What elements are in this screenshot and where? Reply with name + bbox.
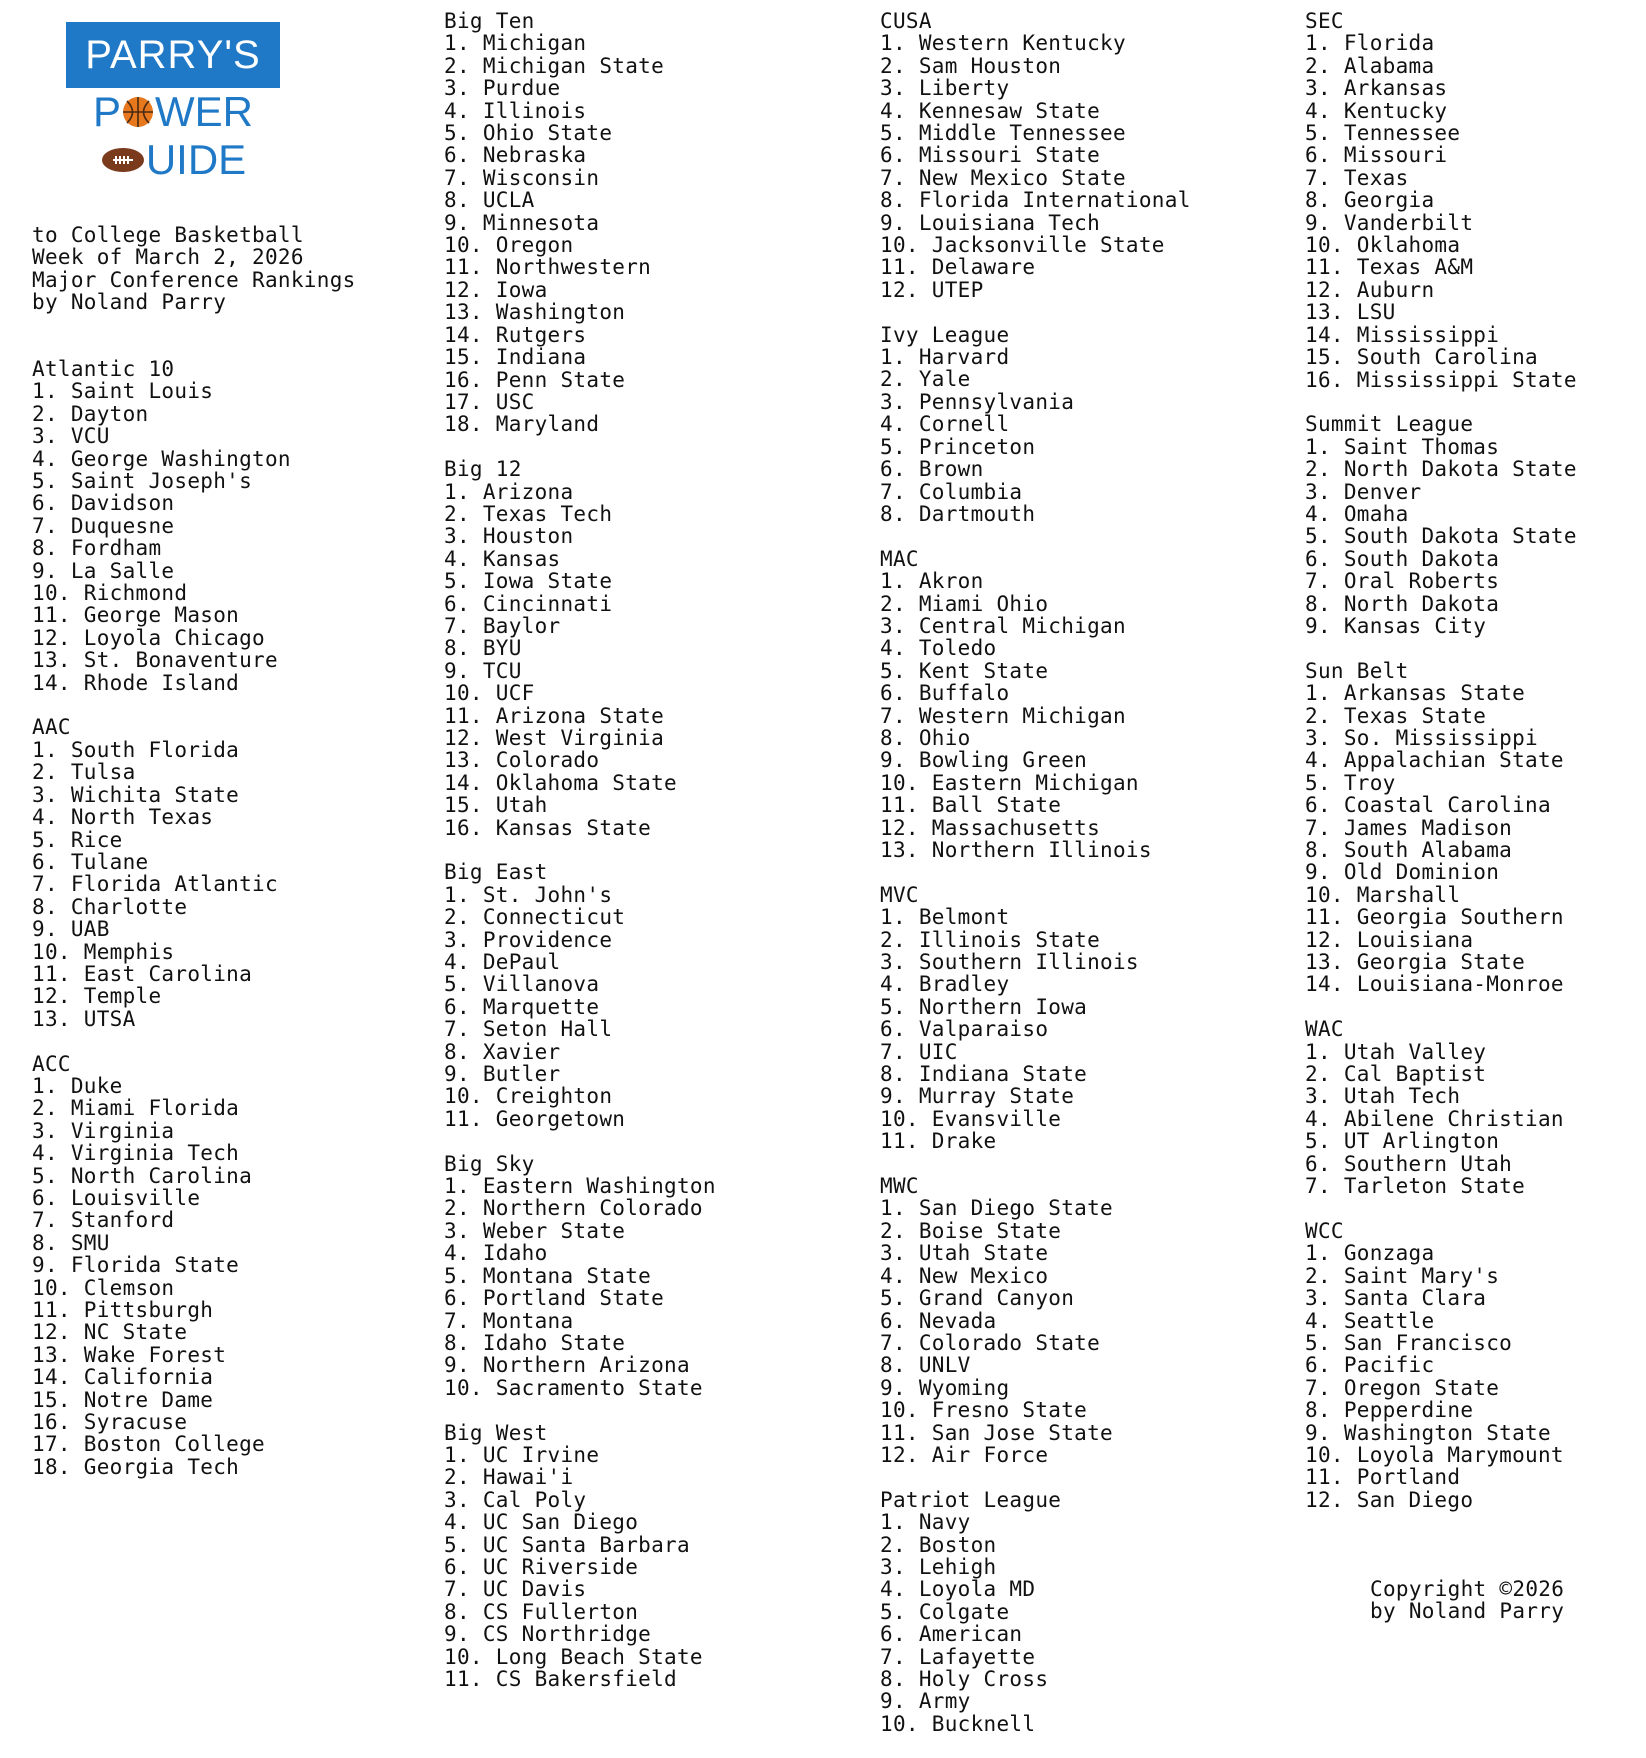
rankings-column-4 bbox=[1305, 10, 1577, 1534]
team-ranking: 6. Buffalo bbox=[880, 681, 1010, 706]
team-ranking: 7. Lafayette bbox=[880, 1644, 1036, 1669]
intro-heading: Major Conference Rankings bbox=[32, 267, 356, 292]
team-ranking: 4. Cornell bbox=[880, 412, 1010, 437]
intro-week: Week of March 2, 2026 bbox=[32, 245, 304, 270]
conference-title: Ivy League bbox=[880, 322, 1010, 347]
team-ranking: 4. Kentucky bbox=[1305, 98, 1448, 123]
team-ranking: 3. Denver bbox=[1305, 479, 1422, 504]
team-ranking: 3. Weber State bbox=[444, 1218, 626, 1243]
team-ranking: 6. Marquette bbox=[444, 994, 600, 1019]
team-ranking: 3. Houston bbox=[444, 524, 574, 549]
conference-title: MAC bbox=[880, 546, 919, 571]
team-ranking: 9. Bowling Green bbox=[880, 748, 1088, 773]
team-ranking: 1. Western Kentucky bbox=[880, 31, 1126, 56]
team-ranking: 9. CS Northridge bbox=[444, 1622, 652, 1647]
conference-block bbox=[1305, 1018, 1577, 1197]
team-ranking: 7. Oregon State bbox=[1305, 1375, 1500, 1400]
conference-title: WAC bbox=[1305, 1017, 1344, 1042]
team-ranking: 16. Syracuse bbox=[32, 1410, 188, 1435]
team-ranking: 9. Northern Arizona bbox=[444, 1353, 690, 1378]
team-ranking: 2. Hawai'i bbox=[444, 1465, 574, 1490]
team-ranking: 8. South Alabama bbox=[1305, 838, 1513, 862]
conference-title: MWC bbox=[880, 1174, 919, 1199]
team-ranking: 5. Colgate bbox=[880, 1599, 1010, 1624]
team-ranking: 11. San Jose State bbox=[880, 1420, 1113, 1445]
team-ranking: 1. Utah Valley bbox=[1305, 1039, 1487, 1064]
team-ranking: 12. NC State bbox=[32, 1320, 188, 1345]
team-ranking: 11. Ball State bbox=[880, 793, 1062, 818]
team-ranking: 7. Texas bbox=[1305, 165, 1409, 190]
conference-title: WCC bbox=[1305, 1218, 1344, 1243]
team-ranking: 8. SMU bbox=[32, 1230, 110, 1255]
team-ranking: 9. La Salle bbox=[32, 558, 175, 583]
team-ranking: 4. Omaha bbox=[1305, 501, 1409, 526]
team-ranking: 11. Drake bbox=[880, 1129, 997, 1154]
team-ranking: 7. Florida Atlantic bbox=[32, 872, 278, 897]
team-ranking: 10. Sacramento State bbox=[444, 1375, 703, 1400]
team-ranking: 12. Auburn bbox=[1305, 277, 1435, 302]
team-ranking: 11. Portland bbox=[1305, 1465, 1461, 1490]
team-ranking: 5. Tennessee bbox=[1305, 121, 1461, 146]
team-ranking: 5. UC Santa Barbara bbox=[444, 1532, 690, 1557]
team-ranking: 13. Wake Forest bbox=[32, 1342, 227, 1367]
team-ranking: 13. Washington bbox=[444, 300, 626, 325]
team-ranking: 10. Clemson bbox=[32, 1275, 175, 1300]
team-ranking: 12. Air Force bbox=[880, 1442, 1049, 1467]
team-ranking: 10. Fresno State bbox=[880, 1398, 1088, 1423]
team-ranking: 10. Marshall bbox=[1305, 882, 1461, 907]
intro-author: by Noland Parry bbox=[32, 290, 227, 315]
team-ranking: 2. Alabama bbox=[1305, 53, 1435, 78]
team-ranking: 3. Wichita State bbox=[32, 782, 240, 807]
team-ranking: 10. Richmond bbox=[32, 581, 188, 606]
team-ranking: 4. Appalachian State bbox=[1305, 748, 1564, 773]
team-ranking: 11. Georgetown bbox=[444, 1106, 626, 1131]
team-ranking: 2. Northern Colorado bbox=[444, 1196, 703, 1221]
team-ranking: 3. Cal Poly bbox=[444, 1487, 587, 1512]
team-ranking: 7. New Mexico State bbox=[880, 165, 1126, 190]
conference-title: CUSA bbox=[880, 9, 932, 33]
team-ranking: 6. Coastal Carolina bbox=[1305, 793, 1551, 818]
team-ranking: 4. Bradley bbox=[880, 972, 1010, 997]
team-ranking: 9. Minnesota bbox=[444, 210, 600, 235]
team-ranking: 1. Gonzaga bbox=[1305, 1241, 1435, 1266]
team-ranking: 6. Southern Utah bbox=[1305, 1151, 1513, 1176]
team-ranking: 4. UC San Diego bbox=[444, 1510, 639, 1535]
team-ranking: 4. New Mexico bbox=[880, 1263, 1049, 1288]
team-ranking: 2. Sam Houston bbox=[880, 53, 1062, 78]
team-ranking: 2. Yale bbox=[880, 367, 971, 392]
team-ranking: 3. VCU bbox=[32, 424, 110, 449]
team-ranking: 6. American bbox=[880, 1622, 1023, 1647]
conference-title: Big 12 bbox=[444, 457, 522, 482]
team-ranking: 3. Lehigh bbox=[880, 1554, 997, 1579]
team-ranking: 8. Charlotte bbox=[32, 894, 188, 919]
team-ranking: 8. UCLA bbox=[444, 188, 535, 213]
team-ranking: 11. Northwestern bbox=[444, 255, 652, 280]
parrys-power-guide-logo bbox=[66, 22, 280, 184]
team-ranking: 7. James Madison bbox=[1305, 815, 1513, 840]
team-ranking: 2. Boise State bbox=[880, 1218, 1062, 1243]
team-ranking: 3. Providence bbox=[444, 927, 613, 952]
team-ranking: 3. Santa Clara bbox=[1305, 1286, 1487, 1311]
team-ranking: 17. Boston College bbox=[32, 1432, 265, 1457]
team-ranking: 9. Kansas City bbox=[1305, 613, 1487, 638]
team-ranking: 1. Saint Thomas bbox=[1305, 434, 1500, 459]
team-ranking: 11. George Mason bbox=[32, 603, 240, 628]
team-ranking: 16. Kansas State bbox=[444, 815, 652, 840]
team-ranking: 4. North Texas bbox=[32, 805, 214, 830]
team-ranking: 9. Old Dominion bbox=[1305, 860, 1500, 885]
team-ranking: 11. East Carolina bbox=[32, 961, 253, 986]
team-ranking: 15. Notre Dame bbox=[32, 1387, 214, 1412]
logo-power-prefix: P bbox=[92, 88, 121, 135]
copyright-notice bbox=[1370, 1578, 1564, 1623]
team-ranking: 5. Troy bbox=[1305, 770, 1396, 795]
team-ranking: 5. Iowa State bbox=[444, 569, 613, 594]
team-ranking: 8. Pepperdine bbox=[1305, 1398, 1474, 1423]
team-ranking: 4. Seattle bbox=[1305, 1308, 1435, 1333]
team-ranking: 14. California bbox=[32, 1365, 214, 1390]
team-ranking: 5. Montana State bbox=[444, 1263, 652, 1288]
intro-subtitle: to College Basketball bbox=[32, 223, 304, 247]
team-ranking: 13. Colorado bbox=[444, 748, 600, 773]
conference-title: SEC bbox=[1305, 9, 1344, 33]
conference-title: Big East bbox=[444, 860, 548, 885]
conference-block bbox=[444, 861, 716, 1130]
team-ranking: 12. Loyola Chicago bbox=[32, 625, 265, 650]
team-ranking: 8. UNLV bbox=[880, 1353, 971, 1378]
team-ranking: 16. Penn State bbox=[444, 367, 626, 392]
team-ranking: 4. Kennesaw State bbox=[880, 98, 1101, 123]
team-ranking: 6. Missouri bbox=[1305, 143, 1448, 168]
conference-block bbox=[1305, 413, 1577, 637]
rankings-column-1 bbox=[32, 358, 291, 1501]
team-ranking: 3. Utah State bbox=[880, 1241, 1049, 1266]
team-ranking: 8. Idaho State bbox=[444, 1330, 626, 1355]
conference-block bbox=[880, 548, 1191, 862]
team-ranking: 6. Nebraska bbox=[444, 143, 587, 168]
team-ranking: 16. Mississippi State bbox=[1305, 367, 1577, 392]
team-ranking: 2. Dayton bbox=[32, 401, 149, 426]
team-ranking: 10. Loyola Marymount bbox=[1305, 1442, 1564, 1467]
team-ranking: 6. Nevada bbox=[880, 1308, 997, 1333]
team-ranking: 6. Missouri State bbox=[880, 143, 1101, 168]
team-ranking: 9. Army bbox=[880, 1689, 971, 1714]
team-ranking: 3. Arkansas bbox=[1305, 76, 1448, 101]
logo-banner: PARRY'S bbox=[66, 22, 280, 88]
team-ranking: 4. Idaho bbox=[444, 1241, 548, 1266]
team-ranking: 2. Miami Florida bbox=[32, 1096, 240, 1121]
team-ranking: 8. Dartmouth bbox=[880, 501, 1036, 526]
team-ranking: 3. Central Michigan bbox=[880, 613, 1126, 638]
team-ranking: 8. North Dakota bbox=[1305, 591, 1500, 616]
team-ranking: 13. St. Bonaventure bbox=[32, 648, 278, 673]
team-ranking: 1. St. John's bbox=[444, 882, 613, 907]
team-ranking: 6. Portland State bbox=[444, 1286, 665, 1311]
conference-title: Summit League bbox=[1305, 412, 1474, 437]
team-ranking: 12. San Diego bbox=[1305, 1487, 1474, 1512]
rankings-column-3 bbox=[880, 10, 1191, 1758]
team-ranking: 11. Pittsburgh bbox=[32, 1298, 214, 1323]
team-ranking: 12. UTEP bbox=[880, 277, 984, 302]
team-ranking: 5. UT Arlington bbox=[1305, 1129, 1500, 1154]
conference-title: Big Sky bbox=[444, 1151, 535, 1176]
team-ranking: 6. Cincinnati bbox=[444, 591, 613, 616]
team-ranking: 6. South Dakota bbox=[1305, 546, 1500, 571]
team-ranking: 8. Florida International bbox=[880, 188, 1191, 213]
conference-block bbox=[32, 716, 291, 1030]
team-ranking: 9. Murray State bbox=[880, 1084, 1075, 1109]
conference-block bbox=[880, 10, 1191, 301]
team-ranking: 1. Michigan bbox=[444, 31, 587, 56]
team-ranking: 10. Oklahoma bbox=[1305, 233, 1461, 258]
team-ranking: 10. Evansville bbox=[880, 1106, 1062, 1131]
team-ranking: 7. Duquesne bbox=[32, 513, 175, 538]
conference-block bbox=[32, 1053, 291, 1479]
team-ranking: 9. Washington State bbox=[1305, 1420, 1551, 1445]
conference-block bbox=[444, 1422, 716, 1691]
team-ranking: 4. Toledo bbox=[880, 636, 997, 661]
team-ranking: 8. Xavier bbox=[444, 1039, 561, 1064]
team-ranking: 15. Utah bbox=[444, 793, 548, 818]
team-ranking: 1. Arkansas State bbox=[1305, 681, 1526, 706]
team-ranking: 4. Virginia Tech bbox=[32, 1141, 240, 1166]
team-ranking: 14. Oklahoma State bbox=[444, 770, 677, 795]
team-ranking: 4. George Washington bbox=[32, 446, 291, 471]
team-ranking: 14. Mississippi bbox=[1305, 322, 1500, 347]
team-ranking: 10. UCF bbox=[444, 681, 535, 706]
team-ranking: 5. Saint Joseph's bbox=[32, 469, 253, 494]
team-ranking: 8. Indiana State bbox=[880, 1062, 1088, 1087]
team-ranking: 17. USC bbox=[444, 389, 535, 414]
conference-block bbox=[1305, 1220, 1577, 1511]
team-ranking: 5. Ohio State bbox=[444, 121, 613, 146]
team-ranking: 11. Georgia Southern bbox=[1305, 905, 1564, 930]
team-ranking: 5. North Carolina bbox=[32, 1163, 253, 1188]
conference-block bbox=[1305, 660, 1577, 996]
team-ranking: 2. Saint Mary's bbox=[1305, 1263, 1500, 1288]
team-ranking: 15. Indiana bbox=[444, 345, 587, 370]
conference-title: MVC bbox=[880, 882, 919, 907]
team-ranking: 10. Oregon bbox=[444, 233, 574, 258]
team-ranking: 7. Wisconsin bbox=[444, 165, 600, 190]
team-ranking: 4. DePaul bbox=[444, 950, 561, 975]
team-ranking: 3. So. Mississippi bbox=[1305, 725, 1538, 750]
team-ranking: 1. Belmont bbox=[880, 905, 1010, 930]
team-ranking: 1. South Florida bbox=[32, 737, 240, 762]
team-ranking: 7. UC Davis bbox=[444, 1577, 587, 1602]
team-ranking: 6. Tulane bbox=[32, 849, 149, 874]
team-ranking: 14. Louisiana-Monroe bbox=[1305, 972, 1564, 997]
team-ranking: 6. Louisville bbox=[32, 1186, 201, 1210]
team-ranking: 6. Davidson bbox=[32, 491, 175, 516]
team-ranking: 8. Holy Cross bbox=[880, 1666, 1049, 1691]
team-ranking: 1. Navy bbox=[880, 1510, 971, 1535]
team-ranking: 11. Texas A&M bbox=[1305, 255, 1474, 280]
team-ranking: 12. West Virginia bbox=[444, 725, 665, 750]
team-ranking: 3. Liberty bbox=[880, 76, 1010, 101]
conference-title: Patriot League bbox=[880, 1487, 1062, 1512]
team-ranking: 18. Georgia Tech bbox=[32, 1454, 240, 1479]
team-ranking: 10. Memphis bbox=[32, 939, 175, 964]
team-ranking: 2. Texas Tech bbox=[444, 501, 613, 526]
team-ranking: 1. UC Irvine bbox=[444, 1442, 600, 1467]
conference-block bbox=[32, 358, 291, 694]
team-ranking: 8. Ohio bbox=[880, 725, 971, 750]
team-ranking: 14. Rutgers bbox=[444, 322, 587, 347]
conference-title: Big West bbox=[444, 1420, 548, 1445]
team-ranking: 2. North Dakota State bbox=[1305, 457, 1577, 482]
team-ranking: 1. Akron bbox=[880, 569, 984, 594]
team-ranking: 7. Montana bbox=[444, 1308, 574, 1333]
conference-block bbox=[444, 1153, 716, 1399]
team-ranking: 6. Brown bbox=[880, 457, 984, 482]
conference-block bbox=[1305, 10, 1577, 391]
team-ranking: 11. Arizona State bbox=[444, 703, 665, 728]
team-ranking: 5. South Dakota State bbox=[1305, 524, 1577, 549]
team-ranking: 5. San Francisco bbox=[1305, 1330, 1513, 1355]
team-ranking: 3. Purdue bbox=[444, 76, 561, 101]
team-ranking: 7. UIC bbox=[880, 1039, 958, 1064]
team-ranking: 5. Grand Canyon bbox=[880, 1286, 1075, 1311]
team-ranking: 5. Rice bbox=[32, 827, 123, 852]
team-ranking: 12. Massachusetts bbox=[880, 815, 1101, 840]
team-ranking: 12. Louisiana bbox=[1305, 927, 1474, 952]
team-ranking: 3. Virginia bbox=[32, 1118, 175, 1143]
team-ranking: 13. Georgia State bbox=[1305, 950, 1526, 975]
team-ranking: 2. Illinois State bbox=[880, 927, 1101, 952]
conference-title: Atlantic 10 bbox=[32, 357, 175, 381]
team-ranking: 2. Boston bbox=[880, 1532, 997, 1557]
team-ranking: 7. Tarleton State bbox=[1305, 1174, 1526, 1199]
conference-block bbox=[880, 884, 1191, 1153]
conference-title: AAC bbox=[32, 715, 71, 740]
team-ranking: 2. Michigan State bbox=[444, 53, 665, 78]
team-ranking: 9. Vanderbilt bbox=[1305, 210, 1474, 235]
team-ranking: 18. Maryland bbox=[444, 412, 600, 437]
team-ranking: 7. Baylor bbox=[444, 613, 561, 638]
team-ranking: 2. Connecticut bbox=[444, 905, 626, 930]
team-ranking: 3. Pennsylvania bbox=[880, 389, 1075, 414]
team-ranking: 4. Kansas bbox=[444, 546, 561, 571]
team-ranking: 10. Eastern Michigan bbox=[880, 770, 1139, 795]
team-ranking: 1. Florida bbox=[1305, 31, 1435, 56]
team-ranking: 8. Georgia bbox=[1305, 188, 1435, 213]
football-icon bbox=[100, 145, 146, 175]
team-ranking: 11. CS Bakersfield bbox=[444, 1667, 677, 1691]
team-ranking: 1. Duke bbox=[32, 1073, 123, 1098]
team-ranking: 1. Arizona bbox=[444, 479, 574, 504]
team-ranking: 12. Temple bbox=[32, 984, 162, 1009]
team-ranking: 8. BYU bbox=[444, 636, 522, 661]
team-ranking: 5. Princeton bbox=[880, 434, 1036, 459]
team-ranking: 5. Kent State bbox=[880, 658, 1049, 683]
team-ranking: 8. Fordham bbox=[32, 536, 162, 561]
team-ranking: 6. Valparaiso bbox=[880, 1017, 1049, 1042]
team-ranking: 5. Villanova bbox=[444, 972, 600, 997]
team-ranking: 1. San Diego State bbox=[880, 1196, 1113, 1221]
team-ranking: 5. Northern Iowa bbox=[880, 994, 1088, 1019]
logo-power-suffix: WER bbox=[155, 88, 253, 135]
conference-title: Sun Belt bbox=[1305, 658, 1409, 683]
team-ranking: 2. Texas State bbox=[1305, 703, 1487, 728]
intro-block bbox=[32, 224, 356, 314]
team-ranking: 7. Oral Roberts bbox=[1305, 569, 1500, 594]
team-ranking: 7. Seton Hall bbox=[444, 1017, 613, 1042]
team-ranking: 4. Illinois bbox=[444, 98, 587, 123]
logo-guide-line bbox=[66, 136, 280, 184]
team-ranking: 9. UAB bbox=[32, 917, 110, 942]
conference-block bbox=[880, 1175, 1191, 1466]
conference-title: ACC bbox=[32, 1051, 71, 1076]
team-ranking: 13. UTSA bbox=[32, 1006, 136, 1031]
team-ranking: 12. Iowa bbox=[444, 277, 548, 302]
conference-block bbox=[880, 1489, 1191, 1735]
team-ranking: 1. Saint Louis bbox=[32, 379, 214, 404]
conference-block bbox=[880, 324, 1191, 526]
team-ranking: 9. Louisiana Tech bbox=[880, 210, 1101, 235]
conference-block bbox=[444, 458, 716, 839]
team-ranking: 3. Utah Tech bbox=[1305, 1084, 1461, 1109]
team-ranking: 10. Long Beach State bbox=[444, 1644, 703, 1669]
team-ranking: 1. Harvard bbox=[880, 345, 1010, 370]
team-ranking: 2. Cal Baptist bbox=[1305, 1062, 1487, 1087]
team-ranking: 14. Rhode Island bbox=[32, 670, 240, 695]
logo-guide-suffix: UIDE bbox=[145, 136, 247, 183]
team-ranking: 5. Middle Tennessee bbox=[880, 121, 1126, 146]
conference-block bbox=[444, 10, 716, 436]
team-ranking: 6. UC Riverside bbox=[444, 1554, 639, 1579]
team-ranking: 4. Loyola MD bbox=[880, 1577, 1036, 1602]
copyright-line: Copyright ©2026 bbox=[1370, 1577, 1565, 1601]
basketball-icon bbox=[121, 95, 155, 129]
team-ranking: 6. Pacific bbox=[1305, 1353, 1435, 1378]
team-ranking: 3. Southern Illinois bbox=[880, 950, 1139, 975]
team-ranking: 13. Northern Illinois bbox=[880, 838, 1152, 862]
team-ranking: 1. Eastern Washington bbox=[444, 1174, 716, 1199]
team-ranking: 9. TCU bbox=[444, 658, 522, 683]
team-ranking: 2. Miami Ohio bbox=[880, 591, 1049, 616]
team-ranking: 11. Delaware bbox=[880, 255, 1036, 280]
team-ranking: 7. Colorado State bbox=[880, 1330, 1101, 1355]
team-ranking: 9. Florida State bbox=[32, 1253, 240, 1278]
team-ranking: 7. Western Michigan bbox=[880, 703, 1126, 728]
team-ranking: 10. Creighton bbox=[444, 1084, 613, 1109]
team-ranking: 7. Columbia bbox=[880, 479, 1023, 504]
logo-power-line bbox=[66, 88, 280, 136]
team-ranking: 10. Bucknell bbox=[880, 1711, 1036, 1736]
team-ranking: 10. Jacksonville State bbox=[880, 233, 1165, 258]
team-ranking: 9. Wyoming bbox=[880, 1375, 1010, 1400]
team-ranking: 9. Butler bbox=[444, 1062, 561, 1087]
copyright-author: by Noland Parry bbox=[1370, 1599, 1565, 1624]
team-ranking: 13. LSU bbox=[1305, 300, 1396, 325]
team-ranking: 2. Tulsa bbox=[32, 760, 136, 785]
rankings-column-2 bbox=[444, 10, 716, 1713]
team-ranking: 7. Stanford bbox=[32, 1208, 175, 1233]
team-ranking: 4. Abilene Christian bbox=[1305, 1106, 1564, 1131]
team-ranking: 15. South Carolina bbox=[1305, 345, 1538, 370]
conference-title: Big Ten bbox=[444, 9, 535, 33]
team-ranking: 8. CS Fullerton bbox=[444, 1599, 639, 1624]
